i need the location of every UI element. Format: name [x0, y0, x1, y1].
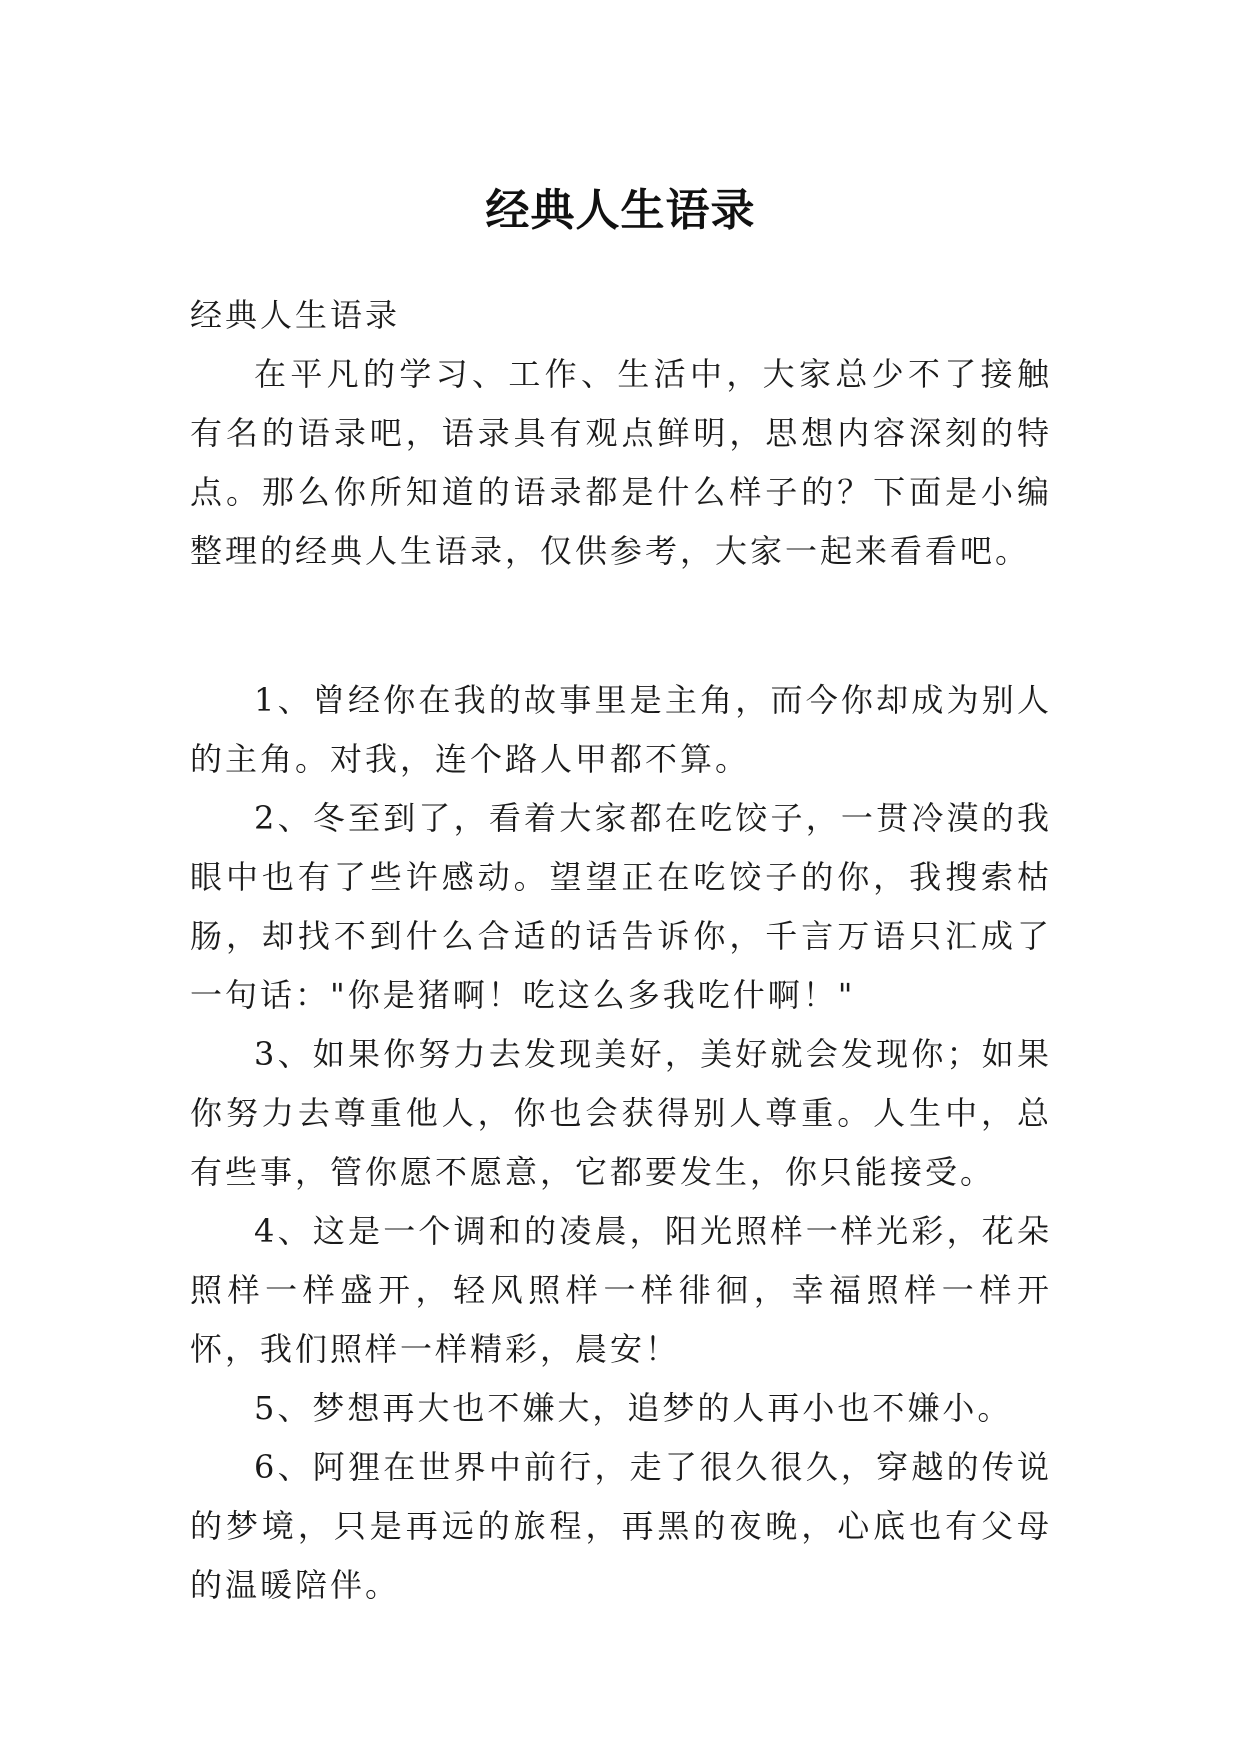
quote-item: 3、如果你努力去发现美好，美好就会发现你；如果你努力去尊重他人，你也会获得别人尊重。人生中，总有些事，管你愿不愿意，它都要发生，你只能接受。 [190, 1035, 1052, 1191]
quote-list [190, 671, 1052, 1615]
paragraph-spacer [190, 581, 1052, 639]
document-title: 经典人生语录 [485, 185, 756, 237]
intro-paragraph: 在平凡的学习、工作、生活中，大家总少不了接触有名的语录吧，语录具有观点鲜明，思想内容深刻的特点。那么你所知道的语录都是什么样子的？下面是小编整理的经典人生语录，仅供参考，大家一起来看看吧。 [190, 355, 1052, 570]
document-body [190, 286, 1052, 1615]
quote-item: 2、冬至到了，看着大家都在吃饺子，一贯冷漠的我眼中也有了些许感动。望望正在吃饺子的你，我搜索枯肠，却找不到什么合适的话告诉你，千言万语只汇成了一句话："你是猪啊！吃这么多我吃什啊！" [190, 799, 1052, 1014]
quote-item: 1、曾经你在我的故事里是主角，而今你却成为别人的主角。对我，连个路人甲都不算。 [190, 681, 1052, 778]
quote-item: 4、这是一个调和的凌晨，阳光照样一样光彩，花朵照样一样盛开，轻风照样一样徘徊，幸福照样一样开怀，我们照样一样精彩，晨安！ [190, 1212, 1052, 1368]
quote-item: 5、梦想再大也不嫌大，追梦的人再小也不嫌小。 [254, 1389, 1013, 1427]
document-subtitle: 经典人生语录 [190, 296, 401, 334]
quote-item: 6、阿狸在世界中前行，走了很久很久，穿越的传说的梦境，只是再远的旅程，再黑的夜晚，心底也有父母的温暖陪伴。 [190, 1448, 1052, 1604]
